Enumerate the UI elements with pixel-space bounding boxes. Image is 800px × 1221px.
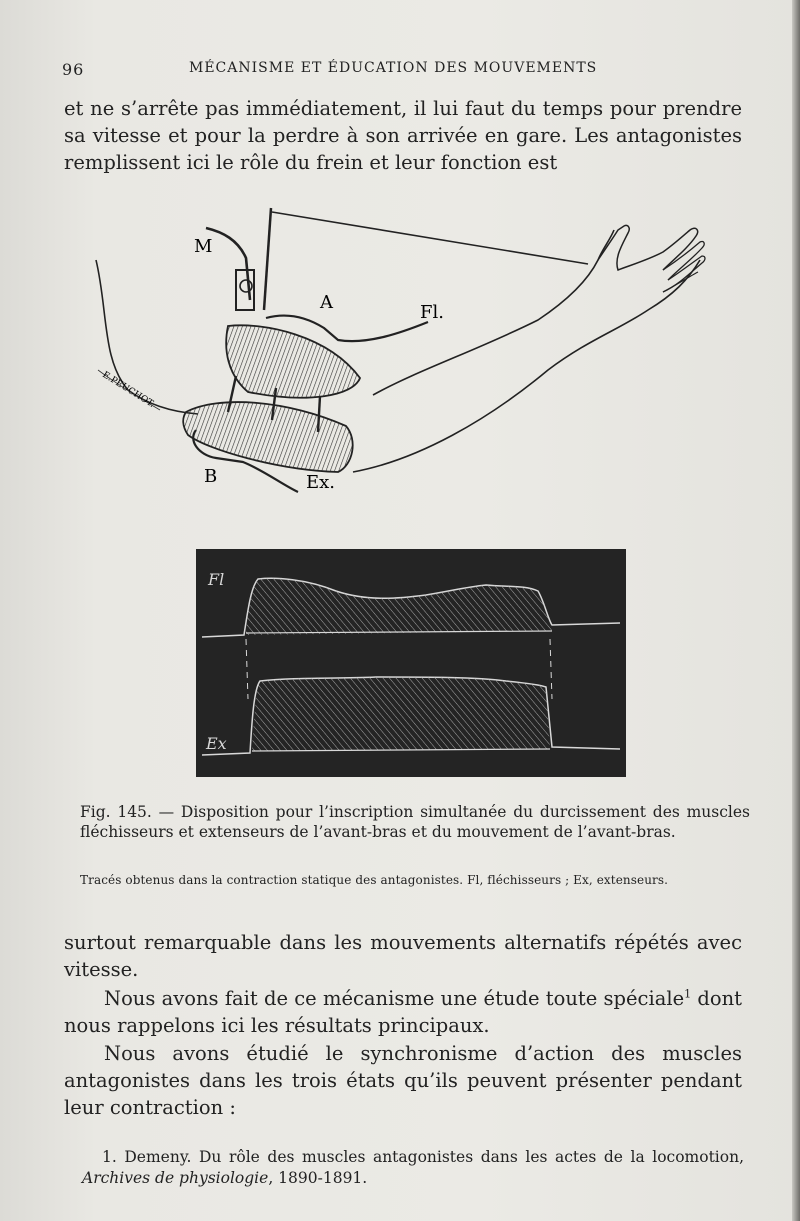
footnote-ref: 1 xyxy=(684,987,692,1001)
figure-caption xyxy=(80,802,750,842)
running-title: MÉCANISME ET ÉDUCATION DES MOUVEMENTS xyxy=(189,60,598,76)
footnote-text-a: Du rôle des muscles antagonistes dans les actes de la locomotion, xyxy=(191,1148,744,1166)
footnote-text-b: , 1890-1891. xyxy=(268,1169,368,1187)
trace-label-fl: Fl xyxy=(208,570,225,589)
paragraph-3-rest: dont nous rappelons ici les résultats principaux. xyxy=(64,987,742,1037)
paragraph-top: et ne s’arrête pas immédiatement, il lui faut du temps pour prendre sa vitesse et pour la perdre à son arrivée en gare. Les antagonistes remplissent ici le rôle du frein et leur fonction est xyxy=(64,97,742,174)
arm-apparatus-illustration xyxy=(88,200,718,500)
page-edge-shadow xyxy=(792,0,800,1221)
label-fl: Fl. xyxy=(420,302,444,323)
label-ex: Ex. xyxy=(306,472,336,493)
footnote-journal: Archives de physiologie xyxy=(82,1169,269,1187)
label-m: M xyxy=(194,236,213,257)
paragraph-3 xyxy=(64,985,742,1039)
figure-number: Fig. 145. xyxy=(80,803,152,821)
paragraph-2: surtout remarquable dans les mouvements alternatifs répétés avec vitesse. xyxy=(64,931,742,981)
engraver-signature: E.PEUCHOT. xyxy=(100,370,156,410)
footnote xyxy=(82,1147,744,1189)
page-number: 96 xyxy=(62,60,85,79)
paragraph-4: Nous avons étudié le synchronisme d’action des muscles antagonistes dans les trois états qu’ils peuvent présenter pendant leur contraction : xyxy=(64,1042,742,1119)
paragraph-3-text: Nous avons fait de ce mécanisme une étude toute spéciale xyxy=(104,987,685,1010)
label-a: A xyxy=(320,292,333,313)
footnote-author: Demeny. xyxy=(124,1148,192,1166)
trace-label-ex: Ex xyxy=(206,734,227,753)
label-b: B xyxy=(204,466,218,487)
trace-recording-plate xyxy=(196,549,626,777)
figure-sub-caption: Tracés obtenus dans la contraction statique des antagonistes. Fl, fléchisseurs ; Ex, extenseurs. xyxy=(80,873,669,887)
footnote-number: 1. xyxy=(102,1148,117,1166)
figure-caption-text: — Disposition pour l’inscription simultanée du durcissement des muscles fléchisseurs et extenseurs de l’avant-bras et du mouvement de l’avant-bras. xyxy=(80,803,750,841)
